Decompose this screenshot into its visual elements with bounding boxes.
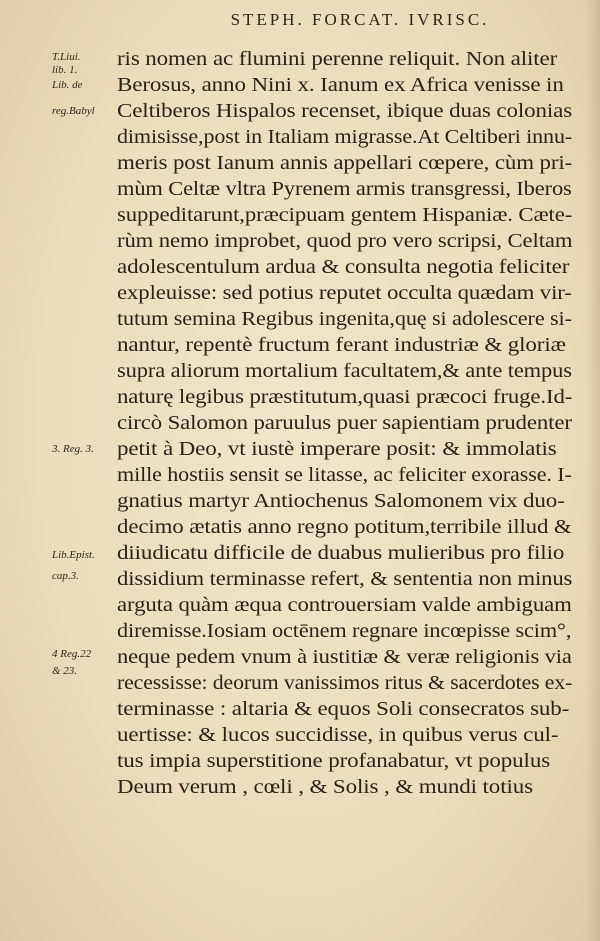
margin-note: 4 Reg.22 [52,648,92,660]
body-line: suppeditarunt,præcipuam gentem Hispaniæ. Cæte- [117,204,573,226]
body-line: mille hostiis sensit se litasse, ac feliciter exorasse. I- [117,464,572,486]
margin-note: T.Liui. [52,51,81,63]
margin-note: reg.Babyl [52,105,95,117]
body-line: circò Salomon paruulus puer sapientiam prudenter [117,412,572,434]
margin-note: & 23. [52,665,78,677]
body-line: mùm Celtæ vltra Pyrenem armis transgressi, Iberos [117,178,572,200]
body-line: arguta quàm æqua controuersiam valde ambiguam [117,594,572,616]
body-line: supra aliorum mortalium facultatem,& ante tempus [117,360,572,382]
margin-note: cap.3. [52,570,79,582]
page-edge-shadow [586,0,600,941]
body-line: neque pedem vnum à iustitiæ & veræ religionis via [117,646,572,668]
body-line: gnatius martyr Antiochenus Salomonem vix duo- [117,490,565,512]
margin-note: Lib. de [52,79,83,91]
body-line: Deum verum , cœli , & Solis , & mundi totius [117,776,533,798]
body-line: Berosus, anno Nini x. Ianum ex Africa venisse in [117,74,564,96]
margin-note: Lib.Epist. [52,549,95,561]
body-line: uertisse: & lucos succidisse, in quibus verus cul- [117,724,559,746]
margin-note: lib. 1. [52,64,78,76]
body-line: dissidium terminasse refert, & sententia non minus [117,568,573,590]
body-line: recessisse: deorum vanissimos ritus & sacerdotes ex- [117,672,573,694]
body-line: decimo ætatis anno regno potitum,terribile illud & [117,516,572,538]
body-line: tus impia superstitione profanabatur, vt populus [117,750,551,772]
body-line: diiudicatu difficile de duabus mulieribus pro filio [117,542,565,564]
margin-note: 3. Reg. 3. [52,443,94,455]
body-line: diremisse.Iosiam octēnem regnare incœpisse scim°, [117,620,572,642]
body-line: expleuisse: sed potius reputet occulta quædam vir- [117,282,572,304]
body-line: dimisisse,post in Italiam migrasse.At Celtiberi innu- [117,126,573,148]
body-line: rùm nemo improbet, quod pro vero scripsi, Celtam [117,230,573,252]
body-line: terminasse : altaria & equos Soli consecratos sub- [117,698,570,720]
body-line: meris post Ianum annis appellari cœpere, cùm pri- [117,152,573,174]
body-line: naturę legibus præstitutum,quasi præcoci fruge.Id- [117,386,573,408]
body-line: Celtiberos Hispalos recenset, ibique duas colonias [117,100,573,122]
body-line: nantur, repentè fructum ferant industriæ & gloriæ [117,334,566,356]
running-head: STEPH. FORCAT. IVRISC. [230,10,490,29]
body-line: petit à Deo, vt iustè imperare posit: & immolatis [117,438,557,460]
body-line: tutum semina Regibus ingenita,quę si adolescere si- [117,308,572,330]
body-line: adolescentulum ardua & consulta negotia feliciter [117,256,570,278]
body-line: ris nomen ac flumini perenne reliquit. Non aliter [117,48,558,70]
